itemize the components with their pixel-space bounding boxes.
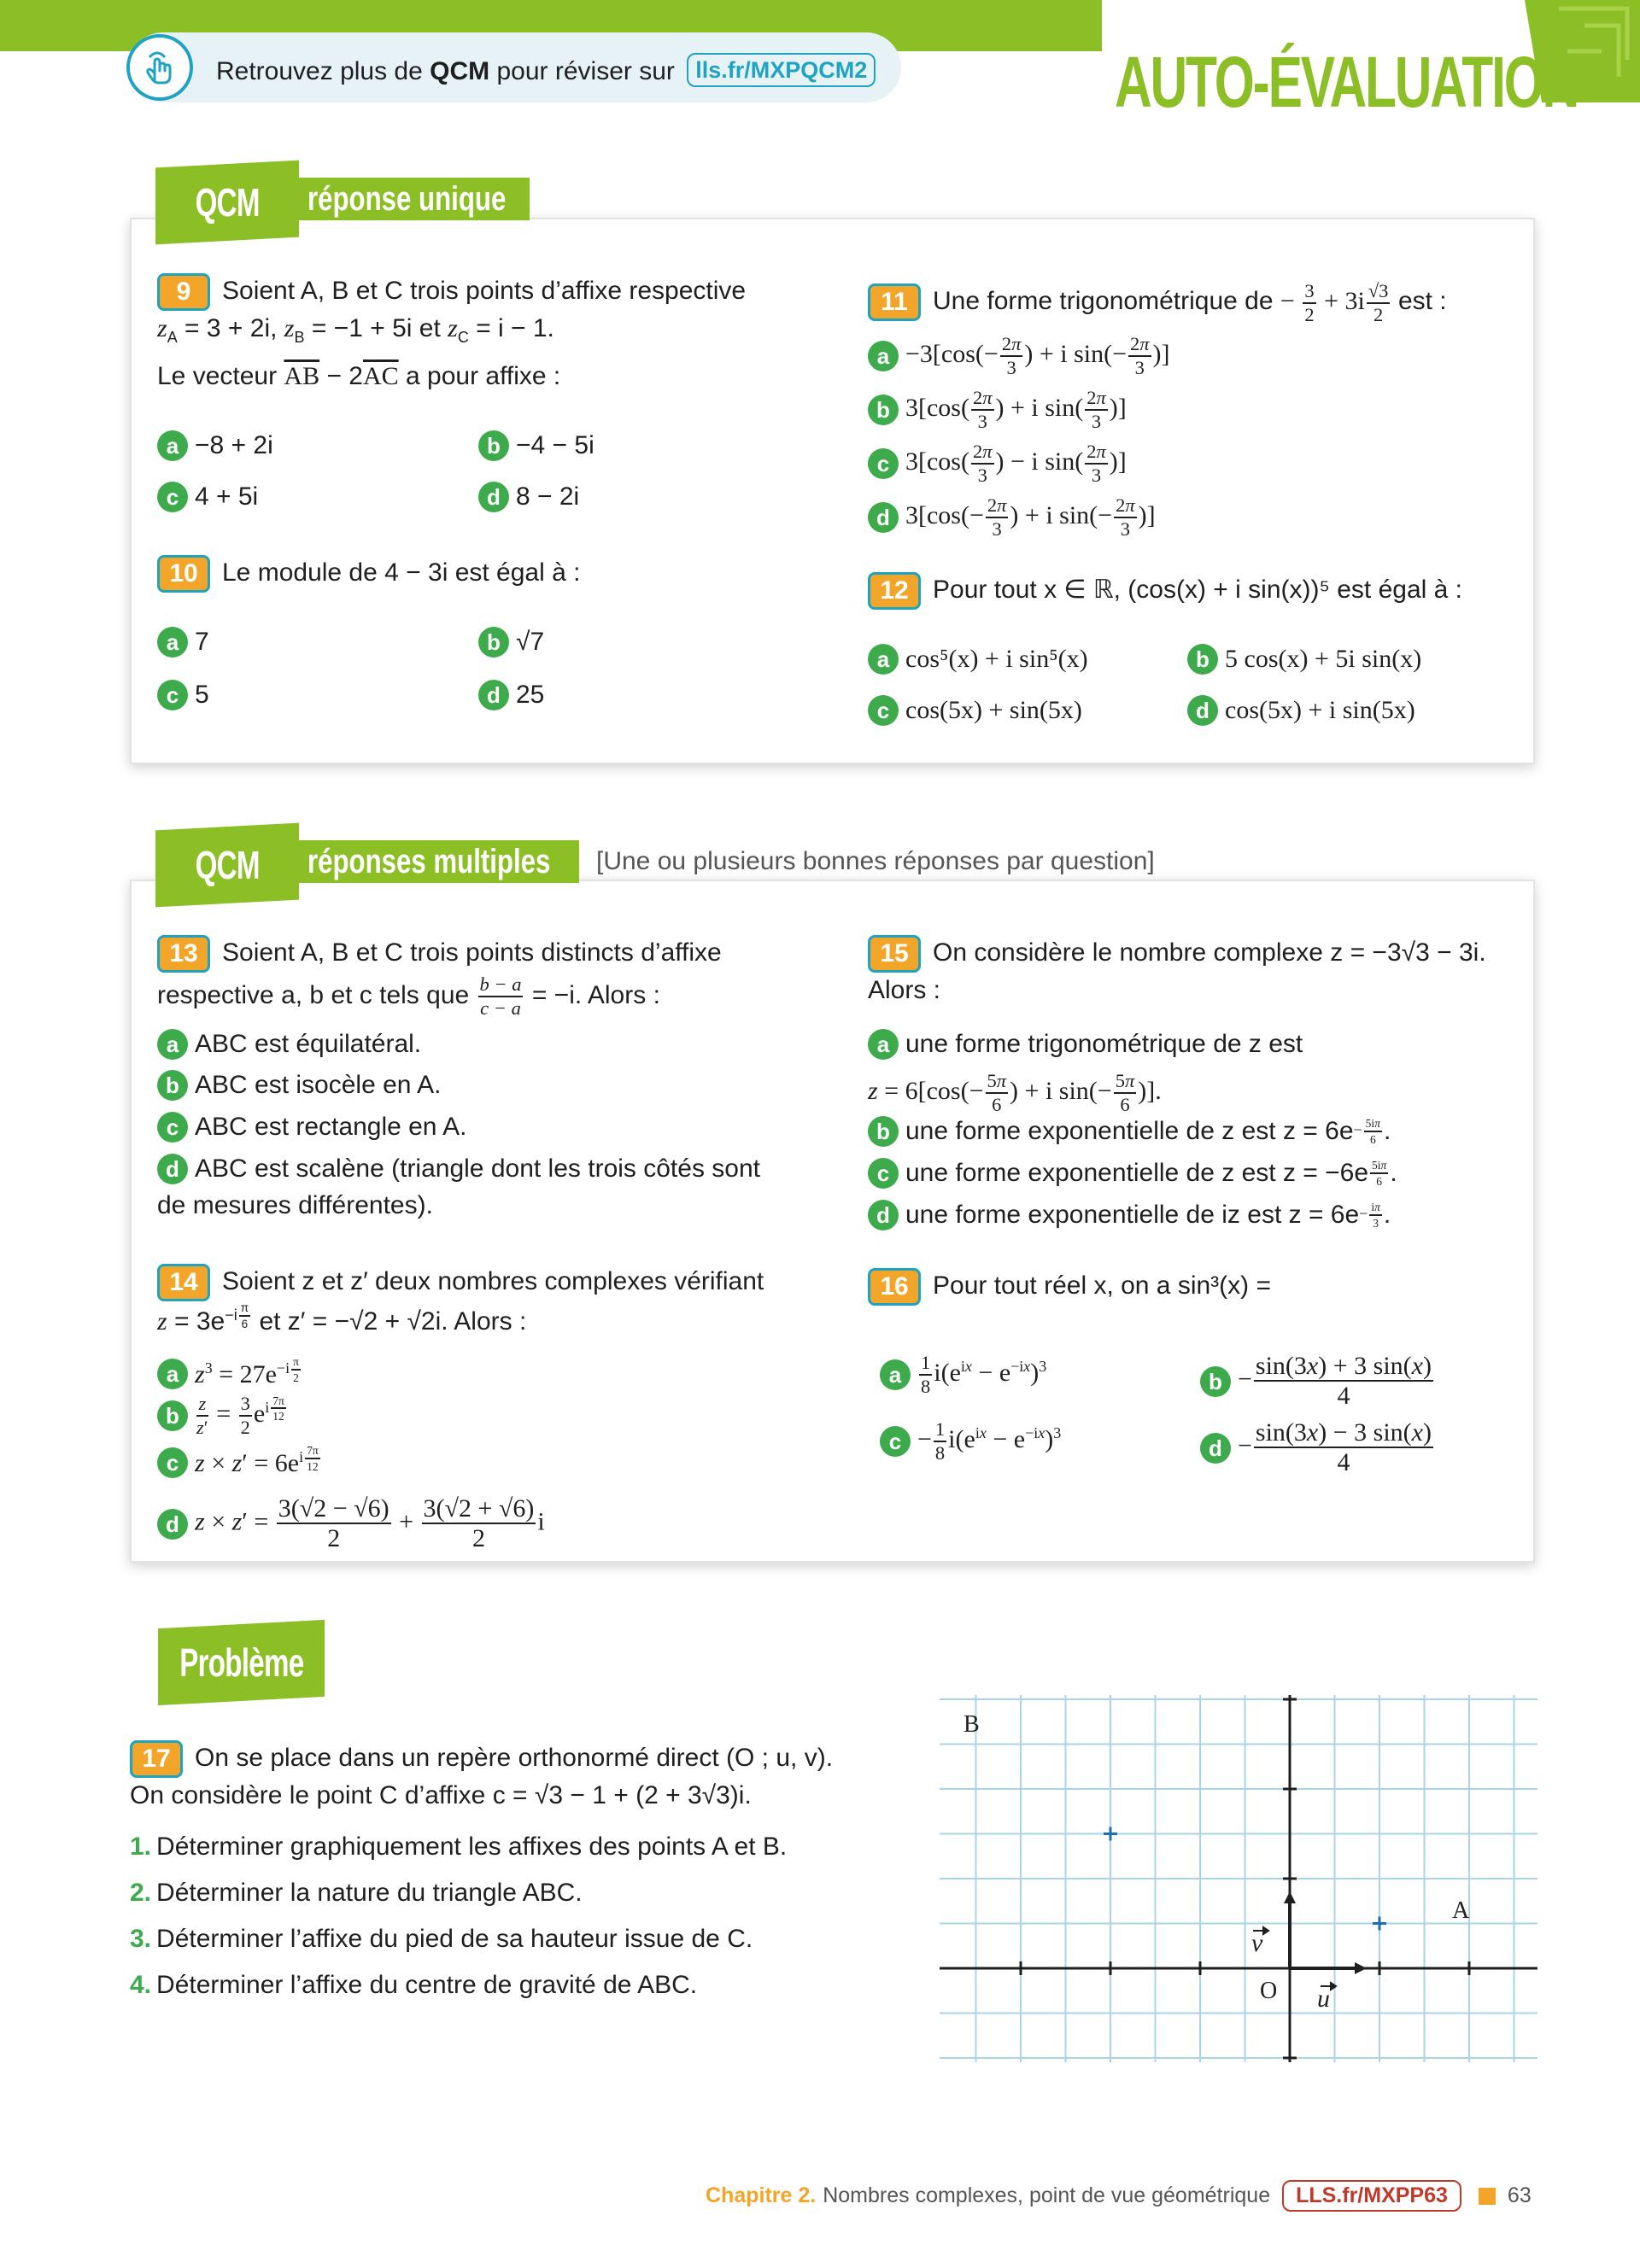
- banner-text: Retrouvez plus de QCM pour réviser sur lls.fr/MXPQCM2: [216, 55, 876, 89]
- qcm-banner: [128, 32, 901, 102]
- q16-option-a[interactable]: a $\frac{1}{8}$ $i(e^{ix} - e^{-ix})^3$: [880, 1353, 1046, 1396]
- q17-question-list: [130, 1824, 787, 2008]
- q13-number: 13: [157, 935, 210, 973]
- q15-option-d[interactable]: d une forme exponentielle de iz est z = 6e − $\frac{i\pi}{3}$ .: [868, 1198, 1391, 1232]
- q14-number: 14: [157, 1264, 210, 1301]
- q9-line3: Le vecteur $\overline{AB} - 2\overline{AC}$ a pour affixe :: [157, 362, 561, 390]
- q9-number: 9: [157, 273, 210, 311]
- unit-vector-v: [1284, 1891, 1296, 1968]
- q13-option-a[interactable]: a ABC est équilatéral.: [157, 1027, 421, 1061]
- q11-option-c[interactable]: c 3[cos( $\frac{2\pi}{3}$ ) − i sin( $\frac{2\pi}{3}$ )]: [868, 442, 1127, 485]
- q9-line2: $z_A = 3 + 2i$, $z_B = -1 + 5i$ et $z_C = i - 1$.: [157, 314, 554, 346]
- footer-link[interactable]: LLS.fr/MXPP63: [1282, 2180, 1461, 2212]
- q11-option-d[interactable]: d 3[cos(− $\frac{2\pi}{3}$ ) + i sin(− $\frac{2\pi}{3}$ )]: [868, 496, 1156, 539]
- q11-option-b[interactable]: b 3[cos( $\frac{2\pi}{3}$ ) + i sin( $\frac{2\pi}{3}$ )]: [868, 389, 1127, 431]
- q17-item-2: 2. Déterminer la nature du triangle ABC.: [130, 1879, 583, 1907]
- q17-number: 17: [130, 1740, 183, 1778]
- q15-option-a[interactable]: a une forme trigonométrique de z est: [868, 1027, 1303, 1061]
- section-tag-probleme: Problème: [158, 1620, 325, 1705]
- footer-square: [1479, 2188, 1496, 2205]
- q9-line1: 9 Soient A, B et C trois points d’affixe respective: [157, 273, 746, 311]
- q9-option-a[interactable]: a −8 + 2i: [157, 429, 273, 463]
- q10-option-d[interactable]: d 25: [478, 678, 544, 712]
- q14-option-d[interactable]: d z × z′ = $\frac{3(√2 - √6)}{2}$ + $\frac{3(√2 + √6)}{2}$ i: [157, 1496, 545, 1552]
- q15-option-c[interactable]: c une forme exponentielle de z est z = −6e $\frac{5i\pi}{6}$ .: [868, 1156, 1397, 1190]
- footer-chapter: Chapitre 2.: [706, 2183, 817, 2207]
- q9-option-b[interactable]: b −4 − 5i: [478, 429, 594, 463]
- q17-item-1: 1. Déterminer graphiquement les affixes des points A et B.: [130, 1833, 788, 1861]
- q12-option-c[interactable]: c cos(5x) + sin(5x): [868, 693, 1082, 728]
- q13-option-d[interactable]: d ABC est scalène (triangle dont les trois côtés sont: [157, 1152, 760, 1186]
- q12-number: 12: [868, 572, 921, 610]
- q17-line2: On considère le point C d’affixe c = √3 − 1 + (2 + 3√3)i.: [130, 1781, 752, 1809]
- q16-option-b[interactable]: b − $\frac{\sin(3x) + 3 \sin(x)}{4}$: [1200, 1353, 1435, 1409]
- page-heading: AUTO-ÉVALUATION: [1115, 42, 1578, 122]
- point-A: [1373, 1917, 1386, 1931]
- q9-option-c[interactable]: c 4 + 5i: [157, 480, 258, 514]
- unit-vector-u: [1290, 1962, 1367, 1974]
- q12-statement: 12 Pour tout x ∈ ℝ, (cos(x) + i sin(x))⁵ est égal à :: [868, 572, 1462, 610]
- qcm-link[interactable]: lls.fr/MXPQCM2: [687, 53, 876, 87]
- q17-item-4: 4. Déterminer l’affixe du centre de gravité de ABC.: [130, 1971, 698, 1999]
- q16-number: 16: [868, 1268, 921, 1306]
- label-A: A: [1452, 1897, 1470, 1924]
- q15-number: 15: [868, 935, 921, 973]
- q13-line1: 13 Soient A, B et C trois points distincts d’affixe: [157, 935, 722, 973]
- page-footer: [706, 2180, 1532, 2212]
- coordinate-graph: [940, 1695, 1538, 2062]
- q17-item-3: 3. Déterminer l’affixe du pied de sa hauteur issue de C.: [130, 1925, 753, 1953]
- q13-option-d-continued: de mesures différentes).: [157, 1191, 433, 1219]
- q10-statement: 10 Le module de 4 − 3i est égal à :: [157, 555, 580, 593]
- q10-option-a[interactable]: a 7: [157, 625, 209, 659]
- q11-number: 11: [868, 284, 921, 321]
- section-subtitle-multiple: réponses multiples: [297, 840, 579, 883]
- q11-option-a[interactable]: a −3[cos(− $\frac{2\pi}{3}$ ) + i sin(− $\frac{2\pi}{3}$ )]: [868, 335, 1170, 377]
- page-number: 63: [1507, 2183, 1532, 2207]
- q13-line2: respective a, b et c tels que $\frac{b - a}{c - a}$ = −i. Alors :: [157, 973, 660, 1019]
- q16-option-d[interactable]: d − $\frac{\sin(3x) - 3 \sin(x)}{4}$: [1200, 1420, 1435, 1476]
- q14-option-a[interactable]: a $z^3 = 27e^{-i \frac{\pi}{2}}$: [157, 1356, 302, 1392]
- q12-option-a[interactable]: a cos⁵(x) + i sin⁵(x): [868, 642, 1088, 676]
- q16-option-c[interactable]: c − $\frac{1}{8}$ $i(e^{ix} - e^{-ix})^3$: [880, 1420, 1061, 1463]
- q14-line2: $z = 3e^{-i \frac{\pi}{6}}$ et z′ = −√2 + √2i. Alors :: [157, 1301, 527, 1336]
- q11-statement: 11 Une forme trigonométrique de − $\frac{3}{2}$ + 3i $\frac{√3}{2}$ est :: [868, 282, 1447, 324]
- q13-option-b[interactable]: b ABC est isocèle en A.: [157, 1068, 442, 1102]
- q9-option-d[interactable]: d 8 − 2i: [478, 480, 579, 514]
- label-O: O: [1260, 1978, 1278, 2004]
- q10-option-c[interactable]: c 5: [157, 678, 209, 712]
- q15-option-a-continued: z = 6[cos(− $\frac{5\pi}{6}$ ) + i sin(− $\frac{5\pi}{6}$ )].: [868, 1070, 1162, 1115]
- label-v: v: [1251, 1929, 1263, 1957]
- section-tag-qcm-multiple: QCM: [155, 823, 299, 908]
- graph-grid: [940, 1695, 1538, 2062]
- q15-line2: Alors :: [868, 976, 941, 1004]
- q10-option-b[interactable]: b √7: [478, 625, 544, 659]
- point-B: [1104, 1827, 1117, 1841]
- q13-option-c[interactable]: c ABC est rectangle en A.: [157, 1110, 467, 1144]
- touch-hand-icon: [126, 34, 193, 101]
- q14-line1: 14 Soient z et z′ deux nombres complexes vérifiant: [157, 1264, 764, 1301]
- q15-line1: 15 On considère le nombre complexe z = −3√3 − 3i.: [868, 935, 1486, 973]
- section-subtitle-unique: réponse unique: [297, 178, 530, 220]
- label-B: B: [964, 1711, 980, 1738]
- q16-statement: 16 Pour tout réel x, on a sin³(x) =: [868, 1268, 1271, 1306]
- q17-line1: 17 On se place dans un repère orthonormé direct (O ; u, v).: [130, 1740, 833, 1778]
- q15-option-b[interactable]: b une forme exponentielle de z est z = 6e − $\frac{5i\pi}{6}$ .: [868, 1114, 1391, 1149]
- label-u: u: [1317, 1984, 1330, 2013]
- section-tag-qcm-unique: QCM: [155, 161, 299, 245]
- q10-number: 10: [157, 555, 210, 593]
- q14-option-b[interactable]: b $\frac{z}{z'}$ = $\frac{3}{2}$ $e^{i \frac{7\pi}{12}}$: [157, 1394, 288, 1437]
- q12-option-d[interactable]: d cos(5x) + i sin(5x): [1187, 693, 1415, 728]
- q12-option-b[interactable]: b 5 cos(x) + 5i sin(x): [1187, 642, 1421, 676]
- section-note-multiple: [Une ou plusieurs bonnes réponses par question]: [596, 847, 1155, 875]
- q14-option-c[interactable]: c $z \times z' = 6e^{i \frac{7\pi}{12}}$: [157, 1445, 322, 1481]
- footer-title: Nombres complexes, point de vue géométrique: [823, 2183, 1271, 2207]
